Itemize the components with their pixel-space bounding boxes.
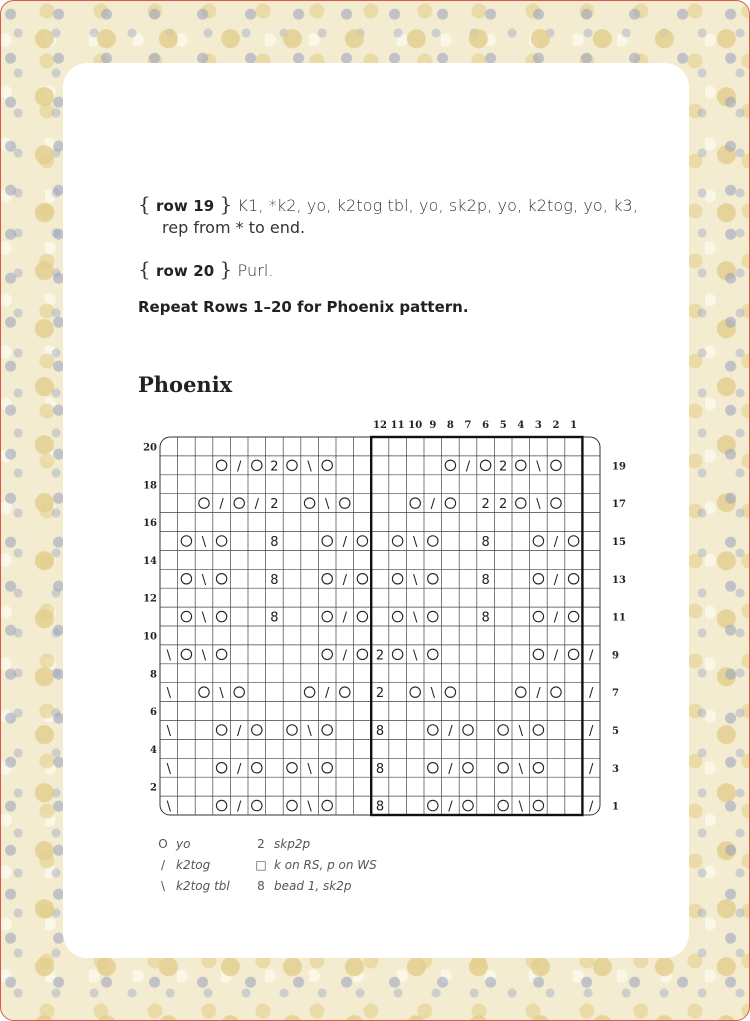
stitch-symbol: / (589, 761, 594, 777)
legend-label: k2tog (176, 858, 211, 872)
stitch-symbol: 8 (375, 799, 385, 815)
stitch-symbol: / (342, 610, 347, 626)
stitch-symbol: / (589, 799, 594, 815)
stitch-symbol: / (219, 497, 224, 513)
stitch-symbol: \ (201, 648, 207, 664)
stitch-symbol: / (237, 761, 242, 777)
close-brace: } (219, 257, 233, 281)
legend-item (156, 858, 210, 872)
stitch-symbol: / (589, 686, 594, 702)
stitch-symbol: 2 (375, 648, 385, 664)
stitch-symbol: / (448, 761, 453, 777)
row-number-label: 19 (612, 461, 626, 473)
stitch-symbol: \ (307, 761, 312, 777)
stitch-symbol: / (237, 723, 242, 739)
legend-symbol: / (160, 858, 166, 872)
stitch-symbol: \ (325, 497, 330, 513)
column-number-label: 2 (552, 420, 560, 431)
legend-symbol: \ (160, 879, 166, 893)
stitch-symbol: / (553, 534, 559, 550)
stitch-symbol: \ (307, 723, 312, 739)
row-number-label: 14 (143, 555, 157, 567)
stitch-symbol: / (430, 497, 435, 513)
stitch-symbol: / (553, 610, 559, 626)
stitch-symbol: 8 (270, 572, 279, 588)
open-brace: { (138, 192, 151, 216)
row-number-label: 2 (150, 782, 157, 794)
legend-label: skp2p (274, 837, 311, 851)
column-number-label: 3 (534, 420, 542, 431)
stitch-symbol: / (342, 572, 347, 588)
stitch-symbol: / (448, 723, 453, 739)
stitch-symbol: 8 (375, 723, 385, 739)
stitch-symbol: / (553, 648, 559, 664)
stitch-symbol: \ (518, 723, 523, 739)
row-number-label: 10 (143, 631, 157, 643)
row-number-label: 5 (612, 725, 619, 737)
stitch-symbol: \ (430, 686, 435, 702)
column-number-label: 4 (517, 420, 525, 431)
stitch-symbol: \ (219, 686, 224, 702)
legend-symbol: 2 (257, 837, 265, 851)
legend-label: k2tog tbl (176, 879, 230, 893)
legend-symbol: □ (255, 858, 267, 872)
row-number-label: 3 (612, 763, 619, 775)
stitch-symbol: 8 (481, 534, 490, 550)
column-number-label: 1 (570, 420, 578, 431)
row-number-label: 17 (612, 499, 626, 511)
stitch-symbol: \ (166, 799, 171, 815)
row-number-label: 6 (150, 707, 157, 719)
stitch-symbol: 2 (481, 497, 490, 513)
column-number-label: 9 (429, 420, 437, 431)
stitch-symbol: 2 (270, 459, 279, 475)
stitch-symbol: / (237, 799, 242, 815)
stitch-symbol: / (342, 534, 347, 550)
stitch-symbol: \ (536, 459, 541, 475)
stitch-symbol: \ (166, 648, 171, 664)
stitch-symbol: \ (413, 610, 418, 626)
stitch-symbol: / (589, 723, 594, 739)
row-number-label: 11 (612, 612, 626, 624)
stitch-symbol: 2 (375, 686, 385, 702)
row-19-label: row 19 (156, 197, 215, 215)
row-number-label: 4 (150, 744, 157, 756)
legend-symbol: O (158, 837, 168, 851)
legend-item (156, 879, 230, 893)
column-number-label: 12 (373, 420, 387, 431)
stitch-symbol: 2 (499, 459, 508, 475)
legend-label: k on RS, p on WS (274, 858, 377, 872)
row-number-label: 18 (143, 480, 157, 492)
row-19-text: K1, *k2, yo, k2tog tbl, yo, sk2p, yo, k2tog, yo, k3, (237, 196, 639, 215)
column-number-label: 11 (390, 420, 405, 431)
legend-item (156, 837, 190, 851)
row-number-label: 16 (143, 518, 157, 530)
row-number-label: 7 (612, 688, 619, 700)
stitch-symbol: \ (536, 497, 541, 513)
row-number-label: 20 (143, 442, 157, 454)
legend-label: yo (176, 837, 191, 851)
stitch-symbol: / (448, 799, 453, 815)
stitch-symbol: 8 (270, 534, 279, 550)
stitch-symbol: / (254, 497, 259, 513)
stitch-symbol: 8 (270, 610, 279, 626)
stitch-symbol: / (536, 686, 541, 702)
stitch-symbol: \ (166, 761, 171, 777)
legend-item (254, 858, 377, 872)
row-19-text-cont: rep from * to end. (162, 218, 306, 237)
row-20-text: Purl. (237, 261, 274, 280)
stitch-symbol: / (589, 648, 594, 664)
legend-item (254, 837, 310, 851)
row-number-label: 8 (150, 669, 157, 681)
column-number-label: 8 (446, 420, 454, 431)
stitch-symbol: \ (413, 572, 418, 588)
row-number-label: 13 (612, 574, 626, 586)
column-number-label: 5 (499, 420, 507, 431)
row-number-label: 15 (612, 536, 626, 548)
stitch-symbol: 8 (375, 761, 385, 777)
stitch-symbol: 2 (499, 497, 508, 513)
stitch-symbol: \ (166, 686, 171, 702)
repeat-note: Repeat Rows 1–20 for Phoenix pattern. (138, 298, 469, 316)
stitch-symbol: \ (201, 610, 207, 626)
legend-item (254, 879, 352, 893)
stitch-symbol: \ (413, 534, 418, 550)
stitch-symbol: / (237, 459, 242, 475)
stitch-symbol: 2 (270, 497, 279, 513)
column-number-label: 7 (464, 420, 472, 431)
row-number-label: 9 (612, 650, 619, 662)
legend-label: bead 1, sk2p (274, 879, 352, 893)
stitch-symbol: / (553, 572, 559, 588)
row-number-label: 12 (143, 593, 157, 605)
open-brace: { (138, 257, 151, 281)
stitch-symbol: / (465, 459, 471, 475)
column-number-label: 6 (482, 420, 490, 431)
stitch-symbol: \ (518, 761, 523, 777)
stitch-symbol: 8 (481, 610, 490, 626)
stitch-symbol: \ (307, 799, 312, 815)
stitch-symbol: \ (166, 723, 171, 739)
stitch-symbol: / (342, 648, 347, 664)
legend-symbol: 8 (257, 879, 265, 893)
close-brace: } (219, 192, 233, 216)
row-20-label: row 20 (156, 262, 215, 280)
stitch-symbol: \ (413, 648, 418, 664)
column-number-label: 10 (408, 420, 423, 431)
stitch-symbol: 8 (481, 572, 490, 588)
stitch-symbol: \ (201, 534, 207, 550)
stitch-symbol: \ (201, 572, 207, 588)
stitch-symbol: \ (307, 459, 312, 475)
stitch-symbol: / (325, 686, 330, 702)
row-number-label: 1 (612, 801, 619, 813)
chart-title: Phoenix (138, 372, 233, 397)
stitch-symbol: \ (518, 799, 523, 815)
